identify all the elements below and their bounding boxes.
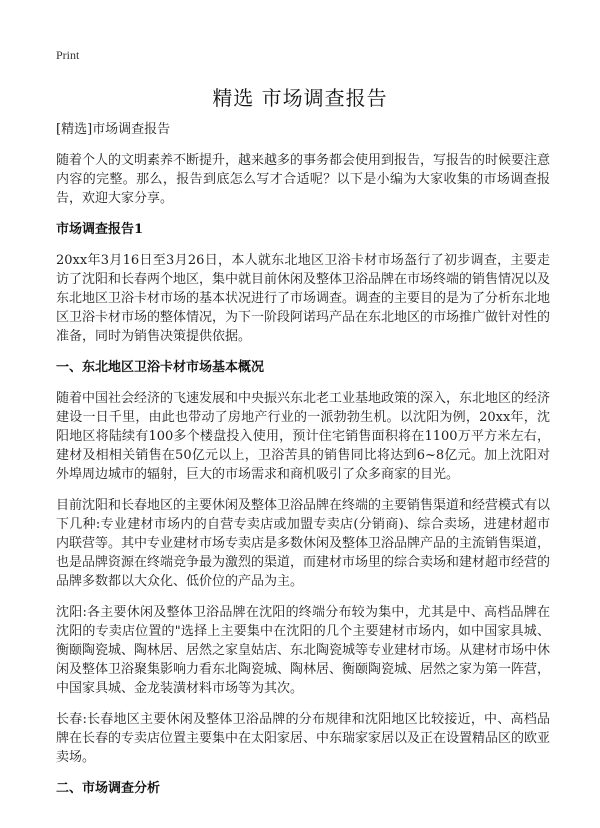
part1-paragraph-4: 长春:长春地区主要休闲及整体卫浴品牌的分布规律和沈阳地区比较接近，中、高档品牌在长春的专卖店位置主要集中在太阳家居、中东瑞家家居以及正在设置精品区的欧亚卖场。 — [56, 712, 551, 765]
section1-heading: 市场调查报告1 — [56, 222, 144, 237]
intro-paragraph: 随着个人的文明素养不断提升，越来越多的事务都会使用到报告，写报告的时候要注意内容的完整。那么，报告到底怎么写才合适呢？以下是小编为大家收集的市场调查报告，欢迎大家分享。 — [56, 153, 551, 206]
document-body — [56, 120, 550, 810]
section1-paragraph: 20xx年3月16日至3月26日，本人就东北地区卫浴卡材市场盔行了初步调查，主要走访了沈阳和长春两个地区，集中就目前休闲及整体卫浴品牌在市场终端的销售情况以及东北地区卫浴卡材市场的基本状况进行了市场调查。调查的主要目的是为了分析东北地区卫浴卡材市场的整体情况，为下一阶段阿诺玛产品在东北地区的市场推广做针对性的准备，同时为销售决策提供依据。 — [56, 253, 551, 344]
page-title: 精选 市场调查报告 — [212, 86, 388, 110]
document-subtitle: [精选]市场调查报告 — [56, 122, 171, 137]
part2-heading: 二、市场调查分析 — [56, 781, 161, 796]
part1-heading: 一、东北地区卫浴卡材市场基本概况 — [56, 360, 265, 375]
part1-paragraph-1: 随着中国社会经济的飞速发展和中央振兴东北老工业基地政策的深入，东北地区的经济建设一日千里，由此也带动了房地产行业的一派勃勃生机。以沈阳为例，20xx年，沈阳地区将陆续有100多个楼盘投入使用，预计住宅销售面积将在1100万平方米左右，建材及相相关销售在50亿元以上，卫浴苦具的销售同比将达到6~8亿元。加上沈阳对外埠周边城市的辐射，巨大的市场需求和商机吸引了众多商家的目光。 — [56, 391, 551, 482]
part1-paragraph-3: 沈阳:各主要休闲及整体卫浴品牌在沈阳的终端分布较为集中，尤其是中、高档品牌在沈阳的专卖店位置的"选择上主要集中在沈阳的几个主要建材市场内，如中国家具城、衡颐陶瓷城、陶林居、居然之家皇姑店、东北陶瓷城等专业建材市场。从建材市场中休闲及整体卫浴聚集影响力看东北陶瓷城、陶林居、衡颐陶瓷城、居然之家为第一阵营，中国家具城、金龙装潢材料市场等为其次。 — [56, 605, 551, 696]
part1-paragraph-2: 目前沈阳和长春地区的主要休闲及整体卫浴品牌在终端的主要销售渠道和经营模式有以下几种:专业建材市场内的自营专卖店或加盟专卖店(分销商)、综合卖场，进建材超市内联营等。其中专业建材市场专卖店是多数休闲及整体卫浴品牌产品的主流销售渠道，也是品牌资源在终端竞争最为激烈的渠道，而建材市场里的综合卖场和建材超市经营的品牌多数都以大众化、低价位的产品为主。 — [56, 498, 551, 589]
print-label: Print — [56, 48, 80, 62]
